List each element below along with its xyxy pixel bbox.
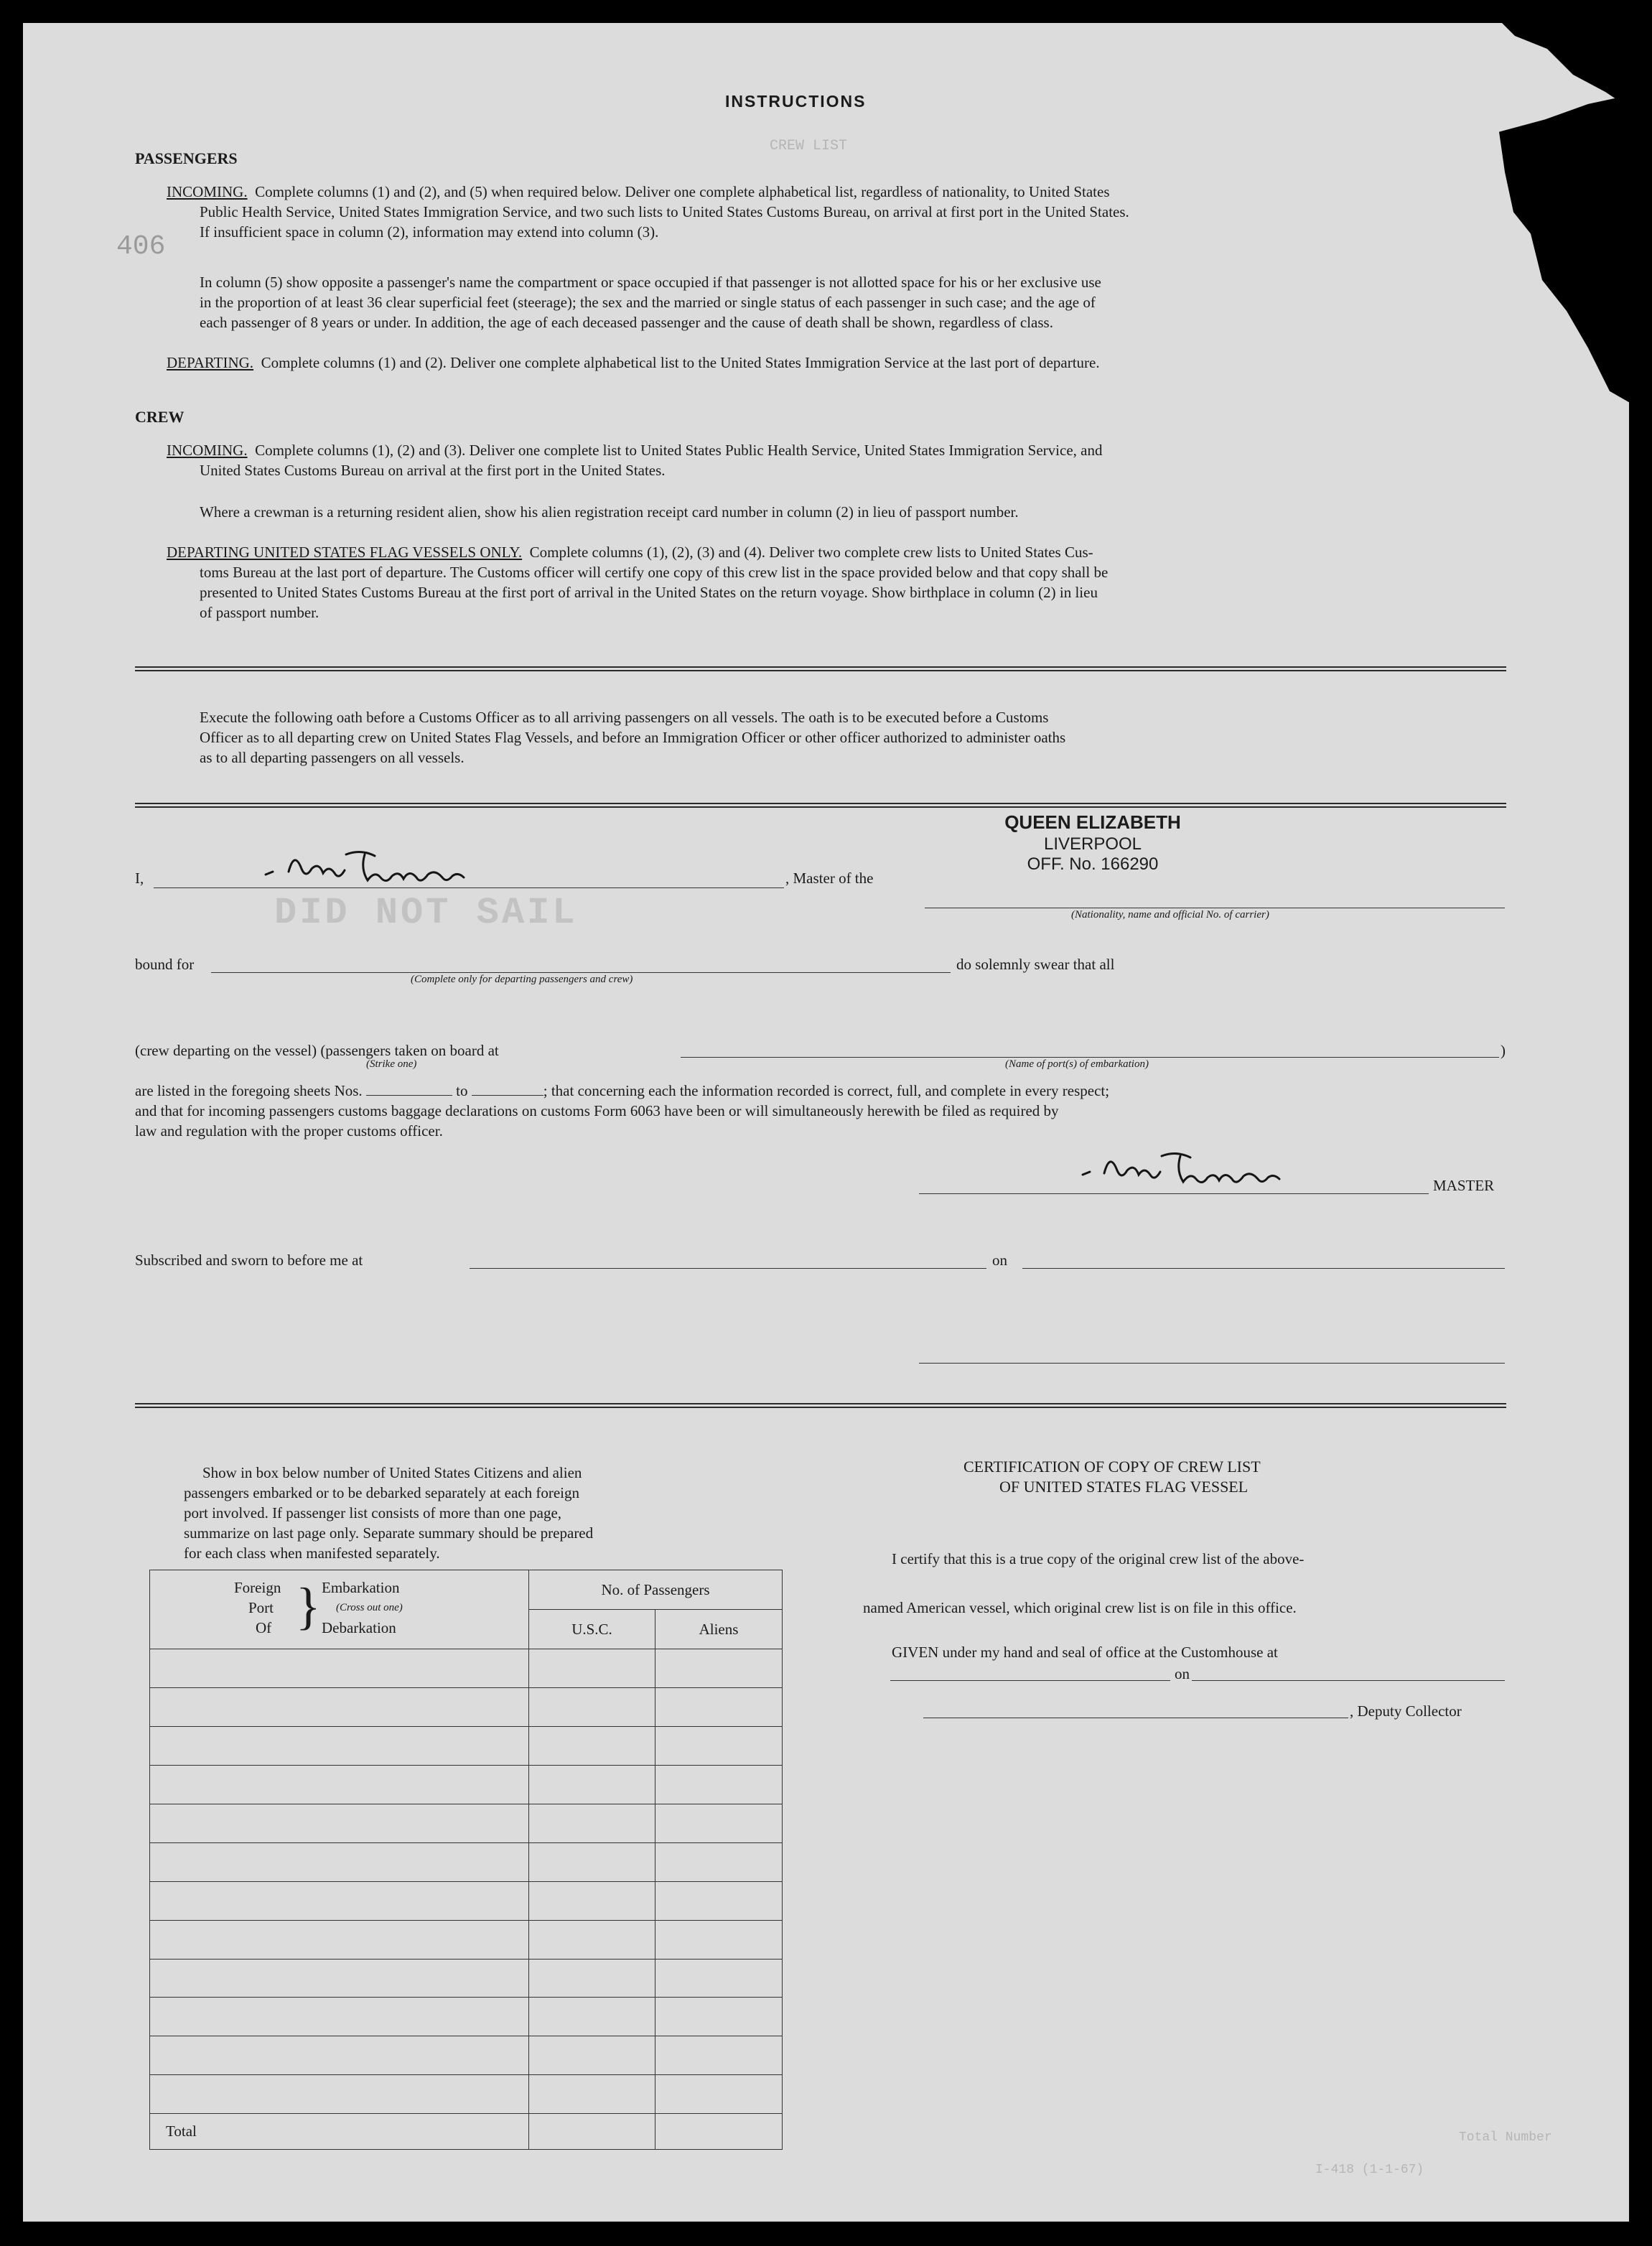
- cert-place-line: [890, 1680, 1170, 1681]
- table-header-row: [150, 1570, 783, 1610]
- ghost-side-number: 406: [116, 231, 166, 262]
- cert-deputy-label: , Deputy Collector: [1350, 1702, 1462, 1720]
- passengers-departing-text: Complete columns (1) and (2). Deliver one complete alphabetical list to the United States Immigration Service at the last port of departure.: [261, 354, 1100, 371]
- master-of-label: , Master of the: [785, 870, 874, 887]
- crew-departing-line1: [167, 543, 1093, 562]
- passengers-heading: PASSENGERS: [135, 149, 238, 167]
- crew-list-form-page: [23, 23, 1629, 2222]
- passengers-incoming-label: INCOMING.: [167, 183, 248, 200]
- oath-line3: law and regulation with the proper customs officer.: [135, 1122, 443, 1140]
- summary-line2: passengers embarked or to be debarked separately at each foreign: [184, 1484, 579, 1501]
- crew-departing-line3: presented to United States Customs Bureau at the first port of arrival in the United States on the return voyage. Show birthplace in column (2) in lieu: [200, 584, 1098, 601]
- port-header-cell: [150, 1570, 529, 1649]
- summary-line3: port involved. If passenger list consists of more than one page,: [184, 1504, 562, 1522]
- officer-signature-line: [919, 1363, 1505, 1364]
- passengers-incoming-line1: [167, 182, 1110, 201]
- passenger-summary-table: [149, 1570, 783, 2150]
- listed-label-a: are listed in the foregoing sheets Nos.: [135, 1082, 363, 1099]
- oath-intro-line1: Execute the following oath before a Customs Officer as to all arriving passengers on all vessels. The oath is to be executed before a Customs: [200, 709, 1049, 726]
- listed-label-b: ; that concerning each the information recorded is correct, full, and complete in every respect;: [543, 1082, 1110, 1099]
- brace-icon: }: [296, 1578, 321, 1635]
- table-row: [150, 2036, 783, 2075]
- header-usc: U.S.C.: [529, 1610, 655, 1649]
- crew-alien-line: Where a crewman is a returning resident alien, show his alien registration receipt card number in column (2) in lieu of passport number.: [200, 503, 1019, 521]
- oath-intro-line2: Officer as to all departing crew on United States Flag Vessels, and before an Immigration Officer or other officer authorized to administer oaths: [200, 729, 1066, 746]
- table-row: [150, 1959, 783, 1998]
- nationality-caption: (Nationality, name and official No. of carrier): [1071, 909, 1269, 921]
- cert-line1: I certify that this is a true copy of the original crew list of the above-: [892, 1550, 1305, 1567]
- oath-line2: and that for incoming passengers customs baggage declarations on customs Form 6063 have been or will simultaneously herewith be filed as required by: [135, 1102, 1059, 1119]
- table-row: [150, 1687, 783, 1726]
- master-signature: [260, 847, 533, 890]
- summary-line4: summarize on last page only. Separate summary should be prepared: [184, 1524, 594, 1542]
- crew-departing-line4: of passport number.: [200, 604, 319, 621]
- table-row: [150, 1726, 783, 1765]
- bound-for-line: [211, 972, 951, 973]
- summary-line1: Show in box below number of United States Citizens and alien: [202, 1464, 582, 1481]
- oath-i-label: I,: [135, 870, 144, 887]
- header-port: Port: [248, 1599, 274, 1616]
- header-foreign: Foreign: [234, 1579, 281, 1596]
- listed-sheets-line: [135, 1081, 1109, 1100]
- table-row: [150, 1920, 783, 1959]
- header-of: Of: [256, 1619, 272, 1636]
- passengers-departing-line: [167, 353, 1100, 372]
- strike-one-caption: (Strike one): [366, 1058, 417, 1070]
- subscribed-place-line: [470, 1268, 986, 1269]
- crew-incoming-line1: [167, 441, 1102, 460]
- ghost-total-number: Total Number: [1459, 2130, 1552, 2145]
- subscribed-on-label: on: [992, 1252, 1007, 1269]
- total-label: Total: [150, 2114, 529, 2150]
- vessel-name-stamp: QUEEN ELIZABETH: [1004, 811, 1181, 833]
- cert-on-label: on: [1175, 1665, 1190, 1682]
- cert-given-line: GIVEN under my hand and seal of office at the Customhouse at: [892, 1644, 1278, 1661]
- summary-line5: for each class when manifested separately.: [184, 1544, 440, 1562]
- master-signature-line: [919, 1193, 1429, 1194]
- listed-to: to: [456, 1082, 468, 1099]
- close-paren: ): [1501, 1042, 1506, 1059]
- subscribed-date-line: [1022, 1268, 1505, 1269]
- passengers-departing-label: DEPARTING.: [167, 354, 254, 371]
- table-row: [150, 1804, 783, 1842]
- master-signature-2: [1078, 1149, 1337, 1192]
- crew-departing-line2: toms Bureau at the last port of departure. The Customs officer will certify one copy of this crew list in the space provided below and that copy shall be: [200, 564, 1109, 581]
- header-no-passengers: No. of Passengers: [529, 1570, 783, 1610]
- header-aliens: Aliens: [655, 1610, 783, 1649]
- embarkation-ports-line: [681, 1057, 1499, 1058]
- crew-incoming-text1: Complete columns (1), (2) and (3). Deliver one complete list to United States Public Health Service, United States Immigration Service, and: [255, 442, 1103, 459]
- vessel-port-stamp: LIVERPOOL: [1043, 834, 1142, 854]
- crew-departing-text1: Complete columns (1), (2), (3) and (4). Deliver two complete crew lists to United States Cus-: [529, 544, 1093, 561]
- crew-heading: CREW: [135, 408, 185, 426]
- crew-incoming-label: INCOMING.: [167, 442, 248, 459]
- passengers-incoming-line3: If insufficient space in column (2), information may extend into column (3).: [200, 223, 659, 241]
- ghost-form-code: I-418 (1-1-67): [1315, 2163, 1424, 2177]
- ports-caption: (Name of port(s) of embarkation): [1005, 1058, 1149, 1070]
- crew-incoming-line2: United States Customs Bureau on arrival at the first port in the United States.: [200, 462, 666, 479]
- subscribed-label: Subscribed and sworn to before me at: [135, 1252, 363, 1269]
- passengers-incoming-line2: Public Health Service, United States Immigration Service, and two such lists to United States Customs Bureau, on arrival at first port in the United States.: [200, 203, 1129, 220]
- table-total-row: [150, 2114, 783, 2150]
- cert-title-line1: CERTIFICATION OF COPY OF CREW LIST: [963, 1458, 1261, 1476]
- section-divider-2: [135, 803, 1506, 808]
- table-row: [150, 1998, 783, 2036]
- page-title: INSTRUCTIONS: [725, 92, 867, 111]
- vessel-off-no-stamp: OFF. No. 166290: [1027, 854, 1159, 874]
- ghost-crew-list: CREW LIST: [770, 138, 848, 154]
- section-divider-1: [135, 666, 1506, 671]
- table-row: [150, 1649, 783, 1688]
- table-row: [150, 1881, 783, 1920]
- header-cross-out: (Cross out one): [336, 1602, 403, 1613]
- section-divider-3: [135, 1403, 1506, 1408]
- ghost-did-not-sail: DID NOT SAIL: [274, 892, 578, 934]
- crew-departing-clause: (crew departing on the vessel) (passengers taken on board at: [135, 1042, 499, 1059]
- cert-line2: named American vessel, which original crew list is on file in this office.: [863, 1599, 1297, 1616]
- passengers-col5-line2: in the proportion of at least 36 clear superficial feet (steerage); the sex and the married or single status of each passenger in such case; and the age of: [200, 294, 1096, 311]
- table-row: [150, 1842, 783, 1881]
- passengers-incoming-text1: Complete columns (1) and (2), and (5) when required below. Deliver one complete alphabetical list, regardless of nationality, to United States: [255, 183, 1110, 200]
- cert-date-line: [1192, 1680, 1505, 1681]
- table-row: [150, 1765, 783, 1804]
- bound-for-caption: (Complete only for departing passengers and crew): [411, 974, 633, 985]
- master-label: MASTER: [1433, 1177, 1495, 1194]
- crew-departing-label: DEPARTING UNITED STATES FLAG VESSELS ONLY.: [167, 544, 523, 561]
- bound-for-label: bound for: [135, 956, 195, 973]
- header-debarkation: Debarkation: [322, 1619, 396, 1636]
- header-embarkation: Embarkation: [322, 1579, 400, 1596]
- passengers-col5-line3: each passenger of 8 years or under. In addition, the age of each deceased passenger and the cause of death shall be shown, regardless of class.: [200, 314, 1053, 331]
- oath-intro-line3: as to all departing passengers on all vessels.: [200, 749, 465, 766]
- solemnly-swear-label: do solemnly swear that all: [956, 956, 1115, 973]
- torn-corner: [1502, 23, 1629, 109]
- table-row: [150, 2075, 783, 2114]
- cert-title-line2: OF UNITED STATES FLAG VESSEL: [999, 1478, 1249, 1496]
- torn-edge: [1488, 95, 1629, 404]
- passengers-col5-line1: In column (5) show opposite a passenger's name the compartment or space occupied if that passenger is not allotted space for his or her exclusive use: [200, 274, 1101, 291]
